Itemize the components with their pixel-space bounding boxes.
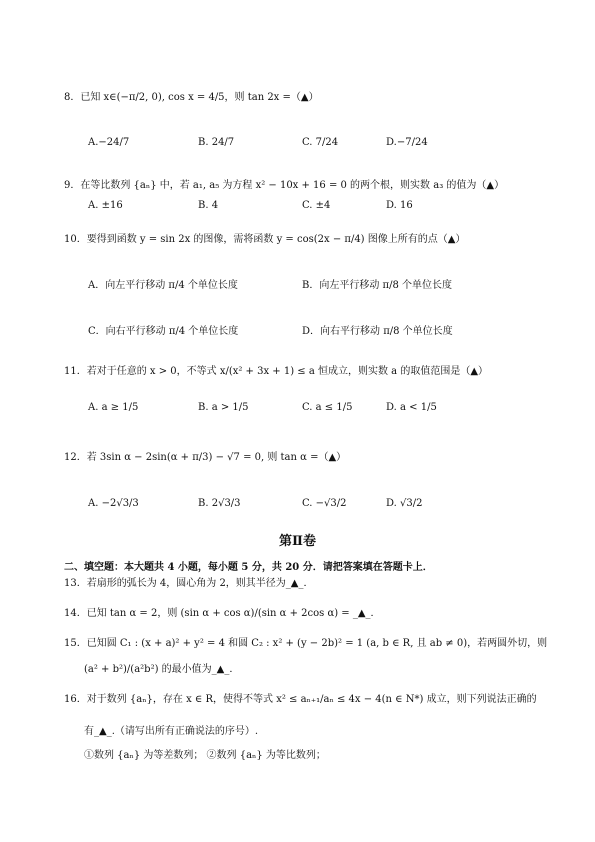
question-q10-option: A．向左平行移动 π/4 个单位长度 <box>88 280 238 291</box>
question-q12-option: B. 2√3/3 <box>198 498 241 509</box>
section-title: 第Ⅱ卷 <box>279 534 316 549</box>
question-q8-stem: 8．已知 x∈(−π/2, 0), cos x = 4/5，则 tan 2x =（▲） <box>64 92 319 103</box>
question-q11-option: D. a < 1/5 <box>386 402 437 413</box>
question-q9-stem: 9．在等比数列 {aₙ} 中，若 a₁, a₅ 为方程 x² − 10x + 16 = 0 的两个根，则实数 a₃ 的值为（▲） <box>64 180 505 191</box>
question-q8-option: C. 7/24 <box>302 137 339 148</box>
question-q11-stem: 11．若对于任意的 x > 0，不等式 x/(x² + 3x + 1) ≤ a 恒成立，则实数 a 的取值范围是（▲） <box>64 366 489 377</box>
question-q11-option: C. a ≤ 1/5 <box>302 402 353 413</box>
question-q10-option: B．向左平行移动 π/8 个单位长度 <box>302 280 453 291</box>
question-q10-option: C．向右平行移动 π/4 个单位长度 <box>88 326 239 337</box>
question-q9-option: D. 16 <box>386 200 413 211</box>
fill-line-q15a: 15．已知圆 C₁ : (x + a)² + y² = 4 和圆 C₂ : x² + (y − 2b)² = 1 (a, b ∈ R, 且 ab ≠ 0)，若两圆外切，则 <box>64 638 548 649</box>
section-heading: 二、填空题：本大题共 4 小题，每小题 5 分，共 20 分．请把答案填在答题卡上． <box>64 562 433 573</box>
question-q12-option: D. √3/2 <box>386 498 423 509</box>
question-q12-option: A. −2√3/3 <box>88 498 139 509</box>
question-q8-option: D.−7/24 <box>386 137 428 148</box>
question-q11-option: A. a ≥ 1/5 <box>88 402 139 413</box>
question-q9-option: C. ±4 <box>302 200 331 211</box>
question-q12-stem: 12．若 3sin α − 2sin(α + π/3) − √7 = 0, 则 tan α =（▲） <box>64 452 347 463</box>
question-q8-option: B. 24/7 <box>198 137 235 148</box>
fill-line-q13: 13．若扇形的弧长为 4，圆心角为 2，则其半径为_▲_． <box>64 578 314 589</box>
question-q9-option: A. ±16 <box>88 200 123 211</box>
fill-line-q16c: ①数列 {aₙ} 为等差数列； ②数列 {aₙ} 为等比数列； <box>84 750 326 761</box>
question-q9-option: B. 4 <box>198 200 219 211</box>
fill-line-q16b: 有_▲_.（请写出所有正确说法的序号）. <box>84 726 259 737</box>
question-q10-stem: 10．要得到函数 y = sin 2x 的图像，需将函数 y = cos(2x − π/4) 图像上所有的点（▲） <box>64 234 466 245</box>
question-q12-option: C. −√3/2 <box>302 498 347 509</box>
fill-line-q15b: (a² + b²)/(a²b²) 的最小值为_▲_． <box>84 664 240 675</box>
question-q10-option: D．向右平行移动 π/8 个单位长度 <box>302 326 453 337</box>
fill-line-q16a: 16．对于数列 {aₙ}，存在 x ∈ R，使得不等式 x² ≤ aₙ₊₁/aₙ ≤ 4x − 4(n ∈ N*) 成立，则下列说法正确的 <box>64 694 537 705</box>
question-q8-option: A.−24/7 <box>88 137 130 148</box>
question-q11-option: B. a > 1/5 <box>198 402 249 413</box>
fill-line-q14: 14．已知 tan α = 2，则 (sin α + cos α)/(sin α + 2cos α) = _▲_． <box>64 608 381 619</box>
